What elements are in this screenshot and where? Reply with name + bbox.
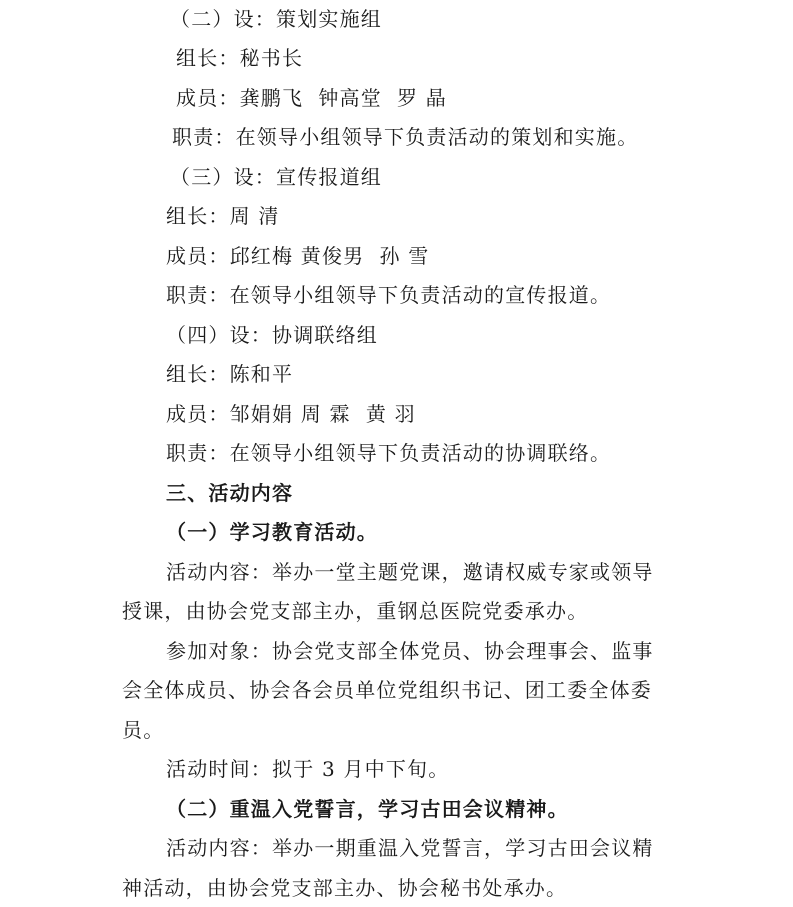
planning-leader-line: 组长：秘书长 [176, 46, 304, 70]
study-participants-line-3: 员。 [122, 718, 165, 742]
liaison-members-line: 成员：邹娟娟 周 霖 黄 羽 [166, 402, 416, 426]
liaison-duty-line: 职责：在领导小组领导下负责活动的协调联络。 [166, 441, 612, 465]
study-participants-line-2: 会全体成员、协会各会员单位党组织书记、团工委全体委 [122, 678, 652, 702]
section-heading-planning-group: （二）设：策划实施组 [170, 7, 382, 31]
publicity-leader-line: 组长：周 清 [166, 204, 280, 228]
study-content-line-2: 授课，由协会党支部主办，重钢总医院党委承办。 [122, 599, 589, 623]
section-heading-publicity-group: （三）设：宣传报道组 [170, 165, 382, 189]
study-content-line-1: 活动内容：举办一堂主题党课，邀请权威专家或领导 [166, 560, 654, 584]
subheading-study-education: （一）学习教育活动。 [166, 520, 378, 544]
publicity-duty-line: 职责：在领导小组领导下负责活动的宣传报道。 [166, 283, 612, 307]
study-participants-line-1: 参加对象：协会党支部全体党员、协会理事会、监事 [166, 639, 654, 663]
publicity-members-line: 成员：邱红梅 黄俊男 孙 雪 [166, 244, 430, 268]
study-time-line: 活动时间：拟于 3 月中下旬。 [166, 757, 450, 781]
planning-members-line: 成员：龚鹏飞 钟高堂 罗 晶 [176, 86, 447, 110]
oath-content-line-2: 神活动，由协会党支部主办、协会秘书处承办。 [122, 876, 568, 900]
subheading-party-oath: （二）重温入党誓言，学习古田会议精神。 [166, 797, 569, 821]
section-heading-activity-content: 三、活动内容 [166, 481, 294, 505]
section-heading-liaison-group: （四）设：协调联络组 [166, 323, 378, 347]
oath-content-line-1: 活动内容：举办一期重温入党誓言，学习古田会议精 [166, 836, 654, 860]
liaison-leader-line: 组长：陈和平 [166, 362, 294, 386]
planning-duty-line: 职责：在领导小组领导下负责活动的策划和实施。 [172, 125, 639, 149]
